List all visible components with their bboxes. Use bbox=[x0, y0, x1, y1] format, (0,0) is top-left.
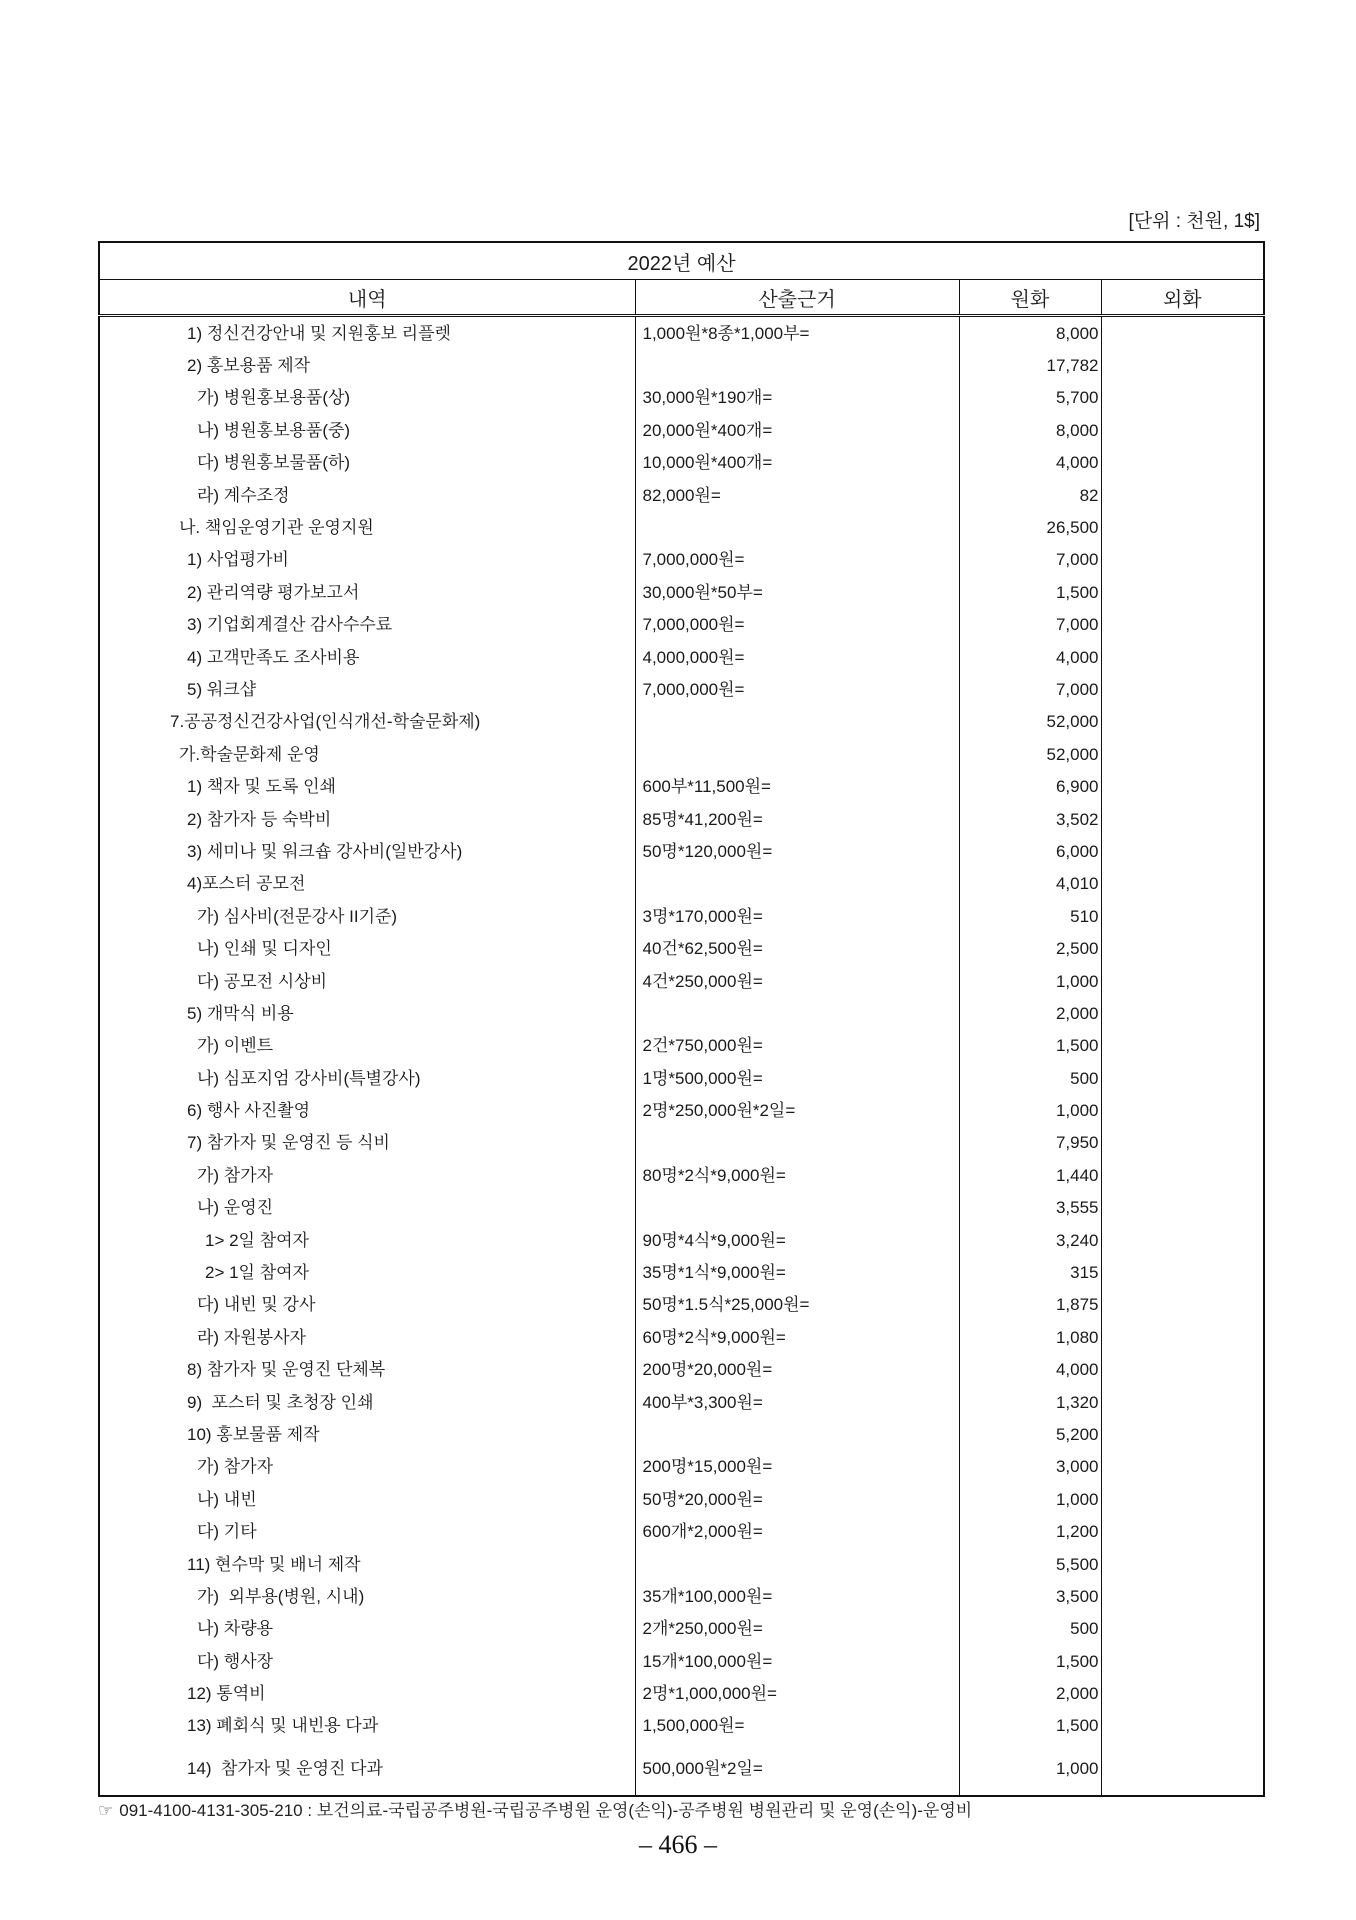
row-calculation-basis bbox=[635, 1418, 959, 1450]
row-item-label: 다) 공모전 시상비 bbox=[197, 971, 328, 991]
row-item-label: 1> 2일 참여자 bbox=[205, 1230, 309, 1250]
row-foreign-amount bbox=[1101, 447, 1264, 479]
table-row bbox=[99, 803, 1264, 835]
row-calculation-basis: 200명*20,000원= bbox=[635, 1354, 959, 1386]
row-calculation-basis: 20,000원*400개= bbox=[635, 414, 959, 446]
row-item-label: 14) 참가자 및 운영진 다과 bbox=[187, 1759, 383, 1779]
row-foreign-amount bbox=[1101, 1515, 1264, 1547]
row-krw-amount: 7,000 bbox=[959, 673, 1101, 705]
row-calculation-basis bbox=[635, 349, 959, 381]
row-item-label: 3) 세미나 및 워크숍 강사비(일반강사) bbox=[187, 841, 463, 861]
row-krw-amount: 1,320 bbox=[959, 1386, 1101, 1418]
row-calculation-basis: 2건*750,000원= bbox=[635, 1030, 959, 1062]
row-krw-amount: 3,555 bbox=[959, 1192, 1101, 1224]
row-foreign-amount bbox=[1101, 1483, 1264, 1515]
table-row bbox=[99, 1159, 1264, 1191]
row-item-label: 나) 병원홍보용품(중) bbox=[197, 420, 351, 440]
row-krw-amount: 500 bbox=[959, 1613, 1101, 1645]
table-row bbox=[99, 965, 1264, 997]
row-calculation-basis: 60명*2식*9,000원= bbox=[635, 1321, 959, 1353]
row-calculation-basis: 40건*62,500원= bbox=[635, 932, 959, 964]
row-item-label: 가) 심사비(전문강사 II기준) bbox=[197, 906, 398, 926]
table-row bbox=[99, 576, 1264, 608]
row-item-label: 가.학술문화제 운영 bbox=[179, 744, 320, 764]
row-krw-amount: 1,000 bbox=[959, 1742, 1101, 1796]
table-row bbox=[99, 1742, 1264, 1796]
row-foreign-amount bbox=[1101, 1677, 1264, 1709]
row-krw-amount: 1,500 bbox=[959, 576, 1101, 608]
table-row bbox=[99, 1677, 1264, 1709]
row-calculation-basis: 82,000원= bbox=[635, 479, 959, 511]
row-item-label: 1) 책자 및 도록 인쇄 bbox=[187, 777, 336, 797]
row-item-label: 가) 이벤트 bbox=[197, 1036, 274, 1056]
row-foreign-amount bbox=[1101, 1159, 1264, 1191]
row-calculation-basis: 85명*41,200원= bbox=[635, 803, 959, 835]
row-foreign-amount bbox=[1101, 414, 1264, 446]
row-foreign-amount bbox=[1101, 868, 1264, 900]
row-krw-amount: 26,500 bbox=[959, 511, 1101, 543]
row-krw-amount: 1,200 bbox=[959, 1515, 1101, 1547]
row-krw-amount: 82 bbox=[959, 479, 1101, 511]
row-calculation-basis: 600개*2,000원= bbox=[635, 1515, 959, 1547]
row-krw-amount: 3,240 bbox=[959, 1224, 1101, 1256]
table-title: 2022년 예산 bbox=[99, 242, 1264, 280]
table-row bbox=[99, 1451, 1264, 1483]
table-row bbox=[99, 900, 1264, 932]
row-foreign-amount bbox=[1101, 1613, 1264, 1645]
row-calculation-basis bbox=[635, 868, 959, 900]
row-foreign-amount bbox=[1101, 544, 1264, 576]
row-krw-amount: 4,000 bbox=[959, 1354, 1101, 1386]
row-item-label: 7.공공정신건강사업(인식개선-학술문화제) bbox=[170, 712, 481, 732]
row-foreign-amount bbox=[1101, 1030, 1264, 1062]
row-krw-amount: 6,900 bbox=[959, 770, 1101, 802]
table-row bbox=[99, 1289, 1264, 1321]
table-row bbox=[99, 1418, 1264, 1450]
row-item-label: 2) 홍보용품 제작 bbox=[187, 356, 311, 376]
row-krw-amount: 6,000 bbox=[959, 835, 1101, 867]
row-calculation-basis: 4,000,000원= bbox=[635, 641, 959, 673]
row-calculation-basis: 50명*20,000원= bbox=[635, 1483, 959, 1515]
table-row bbox=[99, 997, 1264, 1029]
table-row bbox=[99, 1483, 1264, 1515]
table-row bbox=[99, 1192, 1264, 1224]
row-item-label: 다) 내빈 및 강사 bbox=[197, 1295, 316, 1315]
row-foreign-amount bbox=[1101, 1354, 1264, 1386]
row-calculation-basis: 1,000원*8종*1,000부= bbox=[635, 316, 959, 350]
row-item-label: 4)포스터 공모전 bbox=[187, 874, 306, 894]
row-calculation-basis bbox=[635, 1192, 959, 1224]
table-row bbox=[99, 1127, 1264, 1159]
row-item-label: 4) 고객만족도 조사비용 bbox=[187, 647, 360, 667]
budget-table bbox=[98, 241, 1265, 1797]
row-calculation-basis: 400부*3,300원= bbox=[635, 1386, 959, 1418]
row-krw-amount: 7,000 bbox=[959, 544, 1101, 576]
row-item-label: 가) 참가자 bbox=[197, 1457, 274, 1477]
row-foreign-amount bbox=[1101, 349, 1264, 381]
row-calculation-basis: 80명*2식*9,000원= bbox=[635, 1159, 959, 1191]
row-item-label: 11) 현수막 및 배너 제작 bbox=[187, 1554, 361, 1574]
pointing-hand-icon: ☞ bbox=[98, 1801, 114, 1820]
table-row bbox=[99, 1321, 1264, 1353]
row-foreign-amount bbox=[1101, 965, 1264, 997]
table-row bbox=[99, 1094, 1264, 1126]
table-row bbox=[99, 738, 1264, 770]
row-krw-amount: 17,782 bbox=[959, 349, 1101, 381]
row-krw-amount: 1,080 bbox=[959, 1321, 1101, 1353]
row-item-label: 10) 홍보물품 제작 bbox=[187, 1424, 320, 1444]
row-krw-amount: 1,440 bbox=[959, 1159, 1101, 1191]
row-foreign-amount bbox=[1101, 1289, 1264, 1321]
row-item-label: 나) 운영진 bbox=[197, 1198, 274, 1218]
row-calculation-basis: 35개*100,000원= bbox=[635, 1580, 959, 1612]
row-foreign-amount bbox=[1101, 641, 1264, 673]
row-foreign-amount bbox=[1101, 997, 1264, 1029]
row-item-label: 나) 차량용 bbox=[197, 1619, 274, 1639]
header-krw: 원화 bbox=[959, 280, 1101, 316]
row-foreign-amount bbox=[1101, 1256, 1264, 1288]
row-krw-amount: 7,000 bbox=[959, 609, 1101, 641]
row-calculation-basis: 200명*15,000원= bbox=[635, 1451, 959, 1483]
row-foreign-amount bbox=[1101, 1094, 1264, 1126]
row-foreign-amount bbox=[1101, 1321, 1264, 1353]
row-krw-amount: 2,000 bbox=[959, 1677, 1101, 1709]
row-item-label: 13) 폐회식 및 내빈용 다과 bbox=[187, 1716, 379, 1736]
row-item-label: 2> 1일 참여자 bbox=[205, 1263, 309, 1283]
row-krw-amount: 4,010 bbox=[959, 868, 1101, 900]
row-krw-amount: 52,000 bbox=[959, 706, 1101, 738]
row-foreign-amount bbox=[1101, 316, 1264, 350]
page-number: – 466 – bbox=[639, 1830, 717, 1859]
row-krw-amount: 1,000 bbox=[959, 965, 1101, 997]
row-foreign-amount bbox=[1101, 479, 1264, 511]
row-calculation-basis: 2명*250,000원*2일= bbox=[635, 1094, 959, 1126]
row-item-label: 가) 병원홍보용품(상) bbox=[197, 388, 351, 408]
row-krw-amount: 315 bbox=[959, 1256, 1101, 1288]
footer-note bbox=[98, 1800, 972, 1822]
row-krw-amount: 1,500 bbox=[959, 1030, 1101, 1062]
table-row bbox=[99, 1030, 1264, 1062]
row-foreign-amount bbox=[1101, 738, 1264, 770]
unit-label: [단위 : 천원, 1$] bbox=[1128, 211, 1260, 232]
row-foreign-amount bbox=[1101, 576, 1264, 608]
header-basis: 산출근거 bbox=[635, 280, 959, 316]
row-foreign-amount bbox=[1101, 511, 1264, 543]
table-row bbox=[99, 1548, 1264, 1580]
row-foreign-amount bbox=[1101, 835, 1264, 867]
row-krw-amount: 500 bbox=[959, 1062, 1101, 1094]
row-krw-amount: 3,000 bbox=[959, 1451, 1101, 1483]
row-calculation-basis: 600부*11,500원= bbox=[635, 770, 959, 802]
row-foreign-amount bbox=[1101, 1418, 1264, 1450]
row-krw-amount: 4,000 bbox=[959, 447, 1101, 479]
row-item-label: 3) 기업회계결산 감사수수료 bbox=[187, 615, 393, 635]
row-krw-amount: 7,950 bbox=[959, 1127, 1101, 1159]
row-item-label: 5) 개막식 비용 bbox=[187, 1003, 294, 1023]
row-krw-amount: 510 bbox=[959, 900, 1101, 932]
table-row bbox=[99, 609, 1264, 641]
row-foreign-amount bbox=[1101, 1645, 1264, 1677]
row-krw-amount: 3,500 bbox=[959, 1580, 1101, 1612]
row-item-label: 가) 참가자 bbox=[197, 1165, 274, 1185]
table-row bbox=[99, 770, 1264, 802]
table-row bbox=[99, 1386, 1264, 1418]
header-foreign: 외화 bbox=[1101, 280, 1264, 316]
row-calculation-basis: 10,000원*400개= bbox=[635, 447, 959, 479]
row-foreign-amount bbox=[1101, 932, 1264, 964]
header-item: 내역 bbox=[99, 280, 635, 316]
row-krw-amount: 5,500 bbox=[959, 1548, 1101, 1580]
row-krw-amount: 1,000 bbox=[959, 1483, 1101, 1515]
row-foreign-amount bbox=[1101, 1742, 1264, 1796]
row-calculation-basis: 3명*170,000원= bbox=[635, 900, 959, 932]
table-row bbox=[99, 932, 1264, 964]
table-row bbox=[99, 706, 1264, 738]
row-item-label: 다) 병원홍보물품(하) bbox=[197, 453, 351, 473]
table-row bbox=[99, 673, 1264, 705]
row-calculation-basis: 90명*4식*9,000원= bbox=[635, 1224, 959, 1256]
row-foreign-amount bbox=[1101, 706, 1264, 738]
row-calculation-basis bbox=[635, 511, 959, 543]
table-title-row bbox=[99, 242, 1264, 280]
row-item-label: 12) 통역비 bbox=[187, 1684, 266, 1704]
row-calculation-basis bbox=[635, 738, 959, 770]
row-item-label: 1) 사업평가비 bbox=[187, 550, 289, 570]
row-foreign-amount bbox=[1101, 1062, 1264, 1094]
row-krw-amount: 3,502 bbox=[959, 803, 1101, 835]
table-row bbox=[99, 1645, 1264, 1677]
row-foreign-amount bbox=[1101, 1386, 1264, 1418]
table-row bbox=[99, 1710, 1264, 1742]
row-krw-amount: 8,000 bbox=[959, 414, 1101, 446]
table-row bbox=[99, 1580, 1264, 1612]
row-calculation-basis: 50명*1.5식*25,000원= bbox=[635, 1289, 959, 1321]
row-item-label: 라) 계수조정 bbox=[197, 485, 290, 505]
table-row bbox=[99, 479, 1264, 511]
row-foreign-amount bbox=[1101, 1710, 1264, 1742]
row-krw-amount: 4,000 bbox=[959, 641, 1101, 673]
row-item-label: 7) 참가자 및 운영진 등 식비 bbox=[187, 1133, 390, 1153]
row-foreign-amount bbox=[1101, 1451, 1264, 1483]
table-row bbox=[99, 1354, 1264, 1386]
row-foreign-amount bbox=[1101, 1192, 1264, 1224]
row-calculation-basis: 500,000원*2일= bbox=[635, 1742, 959, 1796]
row-item-label: 2) 참가자 등 숙박비 bbox=[187, 809, 332, 829]
row-krw-amount: 1,000 bbox=[959, 1094, 1101, 1126]
table-row bbox=[99, 641, 1264, 673]
table-row bbox=[99, 544, 1264, 576]
row-item-label: 5) 워크샵 bbox=[187, 679, 257, 699]
table-row bbox=[99, 447, 1264, 479]
row-krw-amount: 5,700 bbox=[959, 382, 1101, 414]
row-krw-amount: 1,500 bbox=[959, 1645, 1101, 1677]
row-foreign-amount bbox=[1101, 1224, 1264, 1256]
row-foreign-amount bbox=[1101, 803, 1264, 835]
footer-text: 091-4100-4131-305-210 : 보건의료-국립공주병원-국립공주병원 운영(손익)-공주병원 병원관리 및 운영(손익)-운영비 bbox=[119, 1801, 973, 1820]
table-row bbox=[99, 349, 1264, 381]
row-calculation-basis: 30,000원*50부= bbox=[635, 576, 959, 608]
row-foreign-amount bbox=[1101, 609, 1264, 641]
table-row bbox=[99, 382, 1264, 414]
row-krw-amount: 1,875 bbox=[959, 1289, 1101, 1321]
table-row bbox=[99, 1224, 1264, 1256]
table-header-row bbox=[99, 280, 1264, 316]
row-calculation-basis: 30,000원*190개= bbox=[635, 382, 959, 414]
row-item-label: 나) 심포지엄 강사비(특별강사) bbox=[197, 1068, 421, 1088]
row-foreign-amount bbox=[1101, 1127, 1264, 1159]
table-body bbox=[99, 316, 1264, 1797]
table-row bbox=[99, 835, 1264, 867]
table-row bbox=[99, 868, 1264, 900]
row-calculation-basis: 15개*100,000원= bbox=[635, 1645, 959, 1677]
row-calculation-basis bbox=[635, 1548, 959, 1580]
row-calculation-basis: 2개*250,000원= bbox=[635, 1613, 959, 1645]
table-row bbox=[99, 1613, 1264, 1645]
row-item-label: 나) 인쇄 및 디자인 bbox=[197, 939, 332, 959]
row-item-label: 6) 행사 사진촬영 bbox=[187, 1101, 311, 1121]
row-calculation-basis: 7,000,000원= bbox=[635, 544, 959, 576]
row-foreign-amount bbox=[1101, 770, 1264, 802]
row-krw-amount: 1,500 bbox=[959, 1710, 1101, 1742]
row-item-label: 다) 기타 bbox=[197, 1522, 257, 1542]
row-foreign-amount bbox=[1101, 1580, 1264, 1612]
row-calculation-basis: 35명*1식*9,000원= bbox=[635, 1256, 959, 1288]
row-item-label: 9) 포스터 및 초청장 인쇄 bbox=[187, 1392, 374, 1412]
row-calculation-basis: 7,000,000원= bbox=[635, 673, 959, 705]
row-item-label: 다) 행사장 bbox=[197, 1651, 274, 1671]
row-item-label: 2) 관리역량 평가보고서 bbox=[187, 582, 360, 602]
row-krw-amount: 2,500 bbox=[959, 932, 1101, 964]
row-calculation-basis: 1,500,000원= bbox=[635, 1710, 959, 1742]
row-item-label: 1) 정신건강안내 및 지원홍보 리플렛 bbox=[187, 323, 451, 343]
row-foreign-amount bbox=[1101, 900, 1264, 932]
table-row bbox=[99, 414, 1264, 446]
row-calculation-basis: 4건*250,000원= bbox=[635, 965, 959, 997]
row-foreign-amount bbox=[1101, 1548, 1264, 1580]
row-calculation-basis: 2명*1,000,000원= bbox=[635, 1677, 959, 1709]
row-calculation-basis: 1명*500,000원= bbox=[635, 1062, 959, 1094]
table-row bbox=[99, 1515, 1264, 1547]
table-row bbox=[99, 316, 1264, 350]
row-krw-amount: 2,000 bbox=[959, 997, 1101, 1029]
row-item-label: 가) 외부용(병원, 시내) bbox=[197, 1586, 365, 1606]
table-row bbox=[99, 1062, 1264, 1094]
row-item-label: 나) 내빈 bbox=[197, 1489, 257, 1509]
row-calculation-basis: 50명*120,000원= bbox=[635, 835, 959, 867]
table-row bbox=[99, 511, 1264, 543]
row-item-label: 나. 책임운영기관 운영지원 bbox=[179, 518, 374, 538]
row-krw-amount: 8,000 bbox=[959, 316, 1101, 350]
row-calculation-basis: 7,000,000원= bbox=[635, 609, 959, 641]
table-row bbox=[99, 1256, 1264, 1288]
row-foreign-amount bbox=[1101, 673, 1264, 705]
row-krw-amount: 52,000 bbox=[959, 738, 1101, 770]
row-item-label: 라) 자원봉사자 bbox=[197, 1327, 306, 1347]
row-foreign-amount bbox=[1101, 382, 1264, 414]
row-calculation-basis bbox=[635, 1127, 959, 1159]
row-calculation-basis bbox=[635, 997, 959, 1029]
row-calculation-basis bbox=[635, 706, 959, 738]
row-item-label: 8) 참가자 및 운영진 단체복 bbox=[187, 1360, 386, 1380]
row-krw-amount: 5,200 bbox=[959, 1418, 1101, 1450]
